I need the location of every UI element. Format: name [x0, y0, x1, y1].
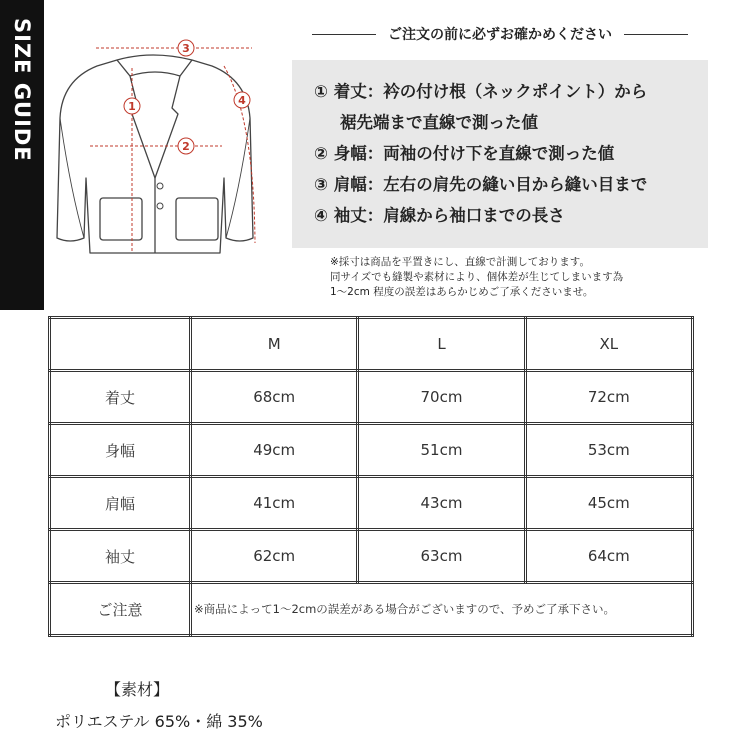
row-label-chest: 身幅	[50, 424, 191, 477]
jacket-collar	[117, 55, 192, 76]
table-row	[50, 530, 693, 583]
header-size-xl: XL	[525, 318, 692, 371]
jacket-right-lapel	[155, 76, 180, 178]
marker-2: 2	[182, 140, 190, 153]
table-header-row	[50, 318, 693, 371]
marker-1: 1	[128, 100, 136, 113]
jacket-left-pocket	[100, 198, 142, 240]
table-notice-row	[50, 583, 693, 636]
explanation-length: ① 着丈：衿の付け根（ネックポイント）から	[314, 82, 648, 101]
table-cell: 53cm	[525, 424, 692, 477]
heading-rule-left	[312, 34, 376, 35]
header-size-l: L	[358, 318, 525, 371]
notice-label-cell: ご注意	[50, 583, 191, 636]
fine-print-line: ※採寸は商品を平置きにし、直線で計測しております。	[330, 256, 590, 268]
marker-4: 4	[238, 94, 246, 107]
table-row	[50, 424, 693, 477]
measurement-fine-print	[330, 255, 710, 300]
jacket-right-pocket	[176, 198, 218, 240]
table-corner-cell	[50, 318, 191, 371]
jacket-button-top	[157, 183, 163, 189]
table-cell: 51cm	[358, 424, 525, 477]
size-table	[48, 316, 694, 637]
table-cell: 70cm	[358, 371, 525, 424]
table-cell: 62cm	[191, 530, 358, 583]
explanation-shoulder: ③ 肩幅：左右の肩先の縫い目から縫い目まで	[314, 175, 648, 194]
table-cell: 72cm	[525, 371, 692, 424]
table-cell: 63cm	[358, 530, 525, 583]
table-cell: 49cm	[191, 424, 358, 477]
row-label-length: 着丈	[50, 371, 191, 424]
header-size-m: M	[191, 318, 358, 371]
table-cell: 64cm	[525, 530, 692, 583]
table-cell: 41cm	[191, 477, 358, 530]
explanation-length-cont: 裾先端まで直線で測った値	[340, 113, 538, 132]
material-value: ポリエステル 65%・綿 35%	[55, 712, 263, 731]
size-guide-label: SIZE GUIDE	[10, 18, 34, 162]
explanation-sleeve: ④ 袖丈：肩線から袖口までの長さ	[314, 206, 565, 225]
table-row	[50, 371, 693, 424]
notice-heading	[300, 22, 700, 46]
notice-text-cell: ※商品によって1～2cmの誤差がある場合がございますので、予めご了承下さい。	[191, 583, 693, 636]
marker-3: 3	[182, 42, 190, 55]
size-guide-banner	[0, 0, 44, 310]
table-cell: 68cm	[191, 371, 358, 424]
jacket-left-lapel	[130, 76, 155, 178]
jacket-button-bottom	[157, 203, 163, 209]
row-label-sleeve: 袖丈	[50, 530, 191, 583]
fine-print-line: 同サイズでも縫製や素材により、個体差が生じてしまいます為	[330, 271, 624, 283]
row-label-shoulder: 肩幅	[50, 477, 191, 530]
explanation-chest: ② 身幅：両袖の付け下を直線で測った値	[314, 144, 615, 163]
heading-rule-right	[624, 34, 688, 35]
table-cell: 45cm	[525, 477, 692, 530]
jacket-diagram	[52, 38, 282, 268]
notice-heading-text: ご注文の前に必ずお確かめください	[388, 27, 612, 43]
material-title: 【素材】	[105, 680, 170, 699]
fine-print-line: 1～2cm 程度の誤差はあらかじめご了承くださいませ。	[330, 286, 594, 298]
table-row	[50, 477, 693, 530]
table-cell: 43cm	[358, 477, 525, 530]
measurement-explanation-box	[292, 60, 708, 248]
